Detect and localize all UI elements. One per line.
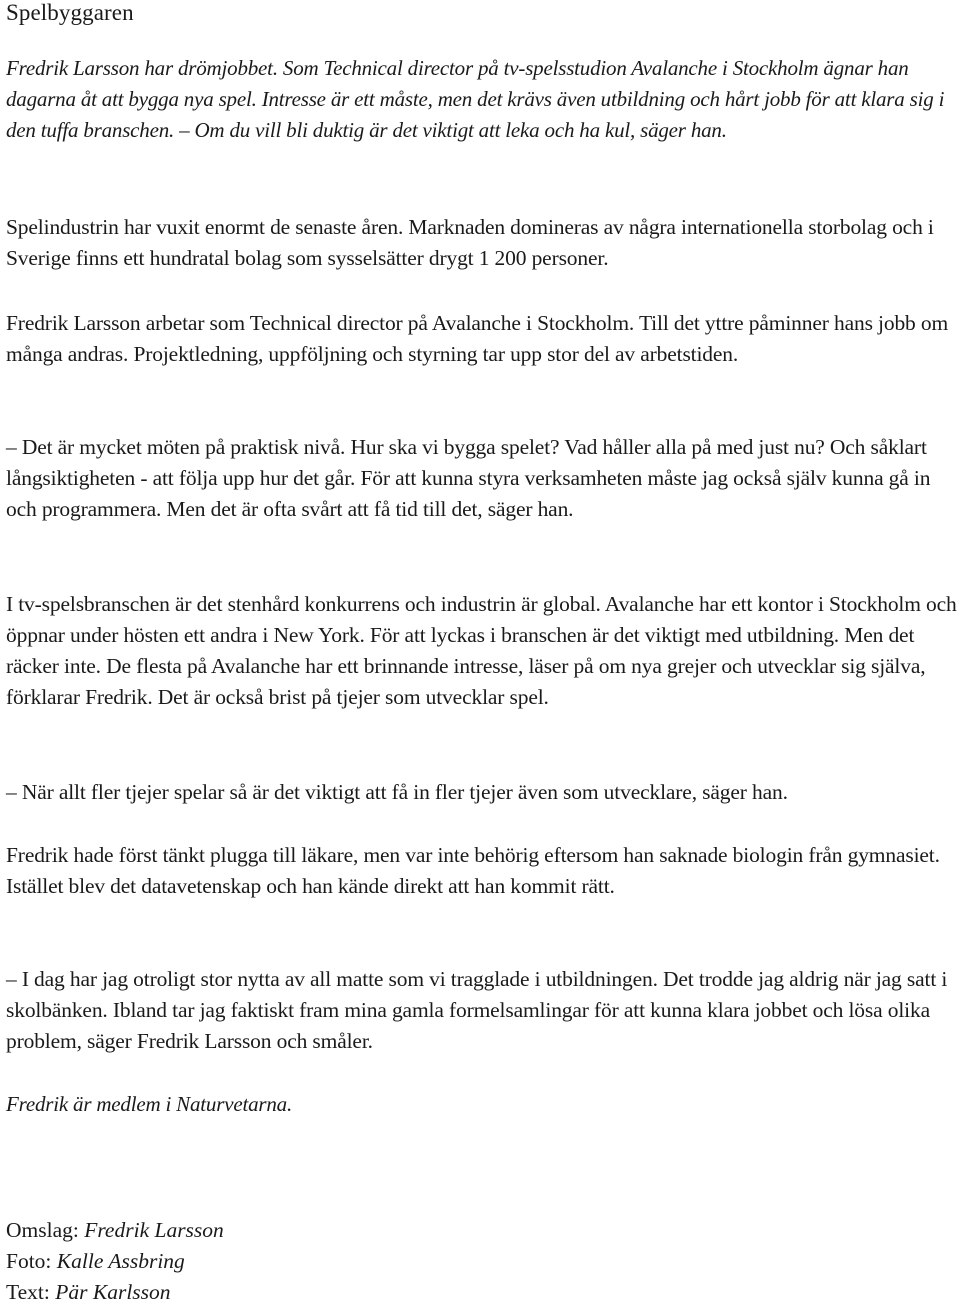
credit-value: Kalle Assbring: [56, 1249, 185, 1273]
credit-cover: [6, 1215, 224, 1246]
credit-value: Fredrik Larsson: [84, 1218, 224, 1242]
paragraph-2: Fredrik Larsson arbetar som Technical director på Avalanche i Stockholm. Till det yttre påminner hans jobb om många andras. Projektledning, uppföljning och styrning tar upp stor del av arbetstiden.: [6, 311, 949, 366]
paragraph-3: – Det är mycket möten på praktisk nivå. Hur ska vi bygga spelet? Vad håller alla på med just nu? Och såklart långsiktigheten - att följa upp hur det går. För att kunna styra verksamheten måste jag också själv kunna gå in och programmera. Men det är ofta svårt att få tid till det, säger han.: [6, 435, 931, 521]
paragraph-6: Fredrik hade först tänkt plugga till läkare, men var inte behörig eftersom han saknade biologin från gymnasiet. Istället blev det datavetenskap och han kände direkt att han kommit rätt.: [6, 843, 940, 898]
paragraph-7: – I dag har jag otroligt stor nytta av all matte som vi tragglade i utbildningen. Det trodde jag aldrig när jag satt i skolbänken. Ibland tar jag faktiskt fram mina gamla formelsamlingar för att kunna klara jobbet och lösa olika problem, säger Fredrik Larsson och småler.: [6, 967, 948, 1053]
paragraph-4: I tv-spelsbranschen är det stenhård konkurrens och industrin är global. Avalanche har ett kontor i Stockholm och öppnar under hösten ett andra i New York. För att lyckas i branschen är det viktigt med utbildning. Men det räcker inte. De flesta på Avalanche har ett brinnande intresse, läser på om nya grejer och utvecklar sig själva, förklarar Fredrik. Det är också brist på tjejer som utvecklar spel.: [6, 592, 957, 709]
article-lead: Fredrik Larsson har drömjobbet. Som Technical director på tv-spelsstudion Avalanche i Stockholm ägnar han dagarna åt att bygga nya spel. Intresse är ett måste, men det krävs även utbildning och hårt jobb för att klara sig i den tuffa branschen. – Om du vill bli duktig är det viktigt att leka och ha kul, säger han.: [6, 56, 945, 142]
credits: [6, 1215, 224, 1308]
credit-label: Text:: [6, 1280, 50, 1304]
credit-text: [6, 1277, 224, 1308]
membership-note: Fredrik är medlem i Naturvetarna.: [6, 1092, 292, 1116]
credit-photo: [6, 1246, 224, 1277]
paragraph-5: – När allt fler tjejer spelar så är det viktigt att få in fler tjejer även som utvecklare, säger han.: [6, 780, 788, 804]
credit-label: Foto:: [6, 1249, 52, 1273]
article-title: Spelbyggaren: [6, 0, 134, 25]
credit-value: Pär Karlsson: [55, 1280, 171, 1304]
paragraph-1: Spelindustrin har vuxit enormt de senaste åren. Marknaden domineras av några internationella storbolag och i Sverige finns ett hundratal bolag som sysselsätter drygt 1 200 personer.: [6, 215, 934, 270]
credit-label: Omslag:: [6, 1218, 79, 1242]
